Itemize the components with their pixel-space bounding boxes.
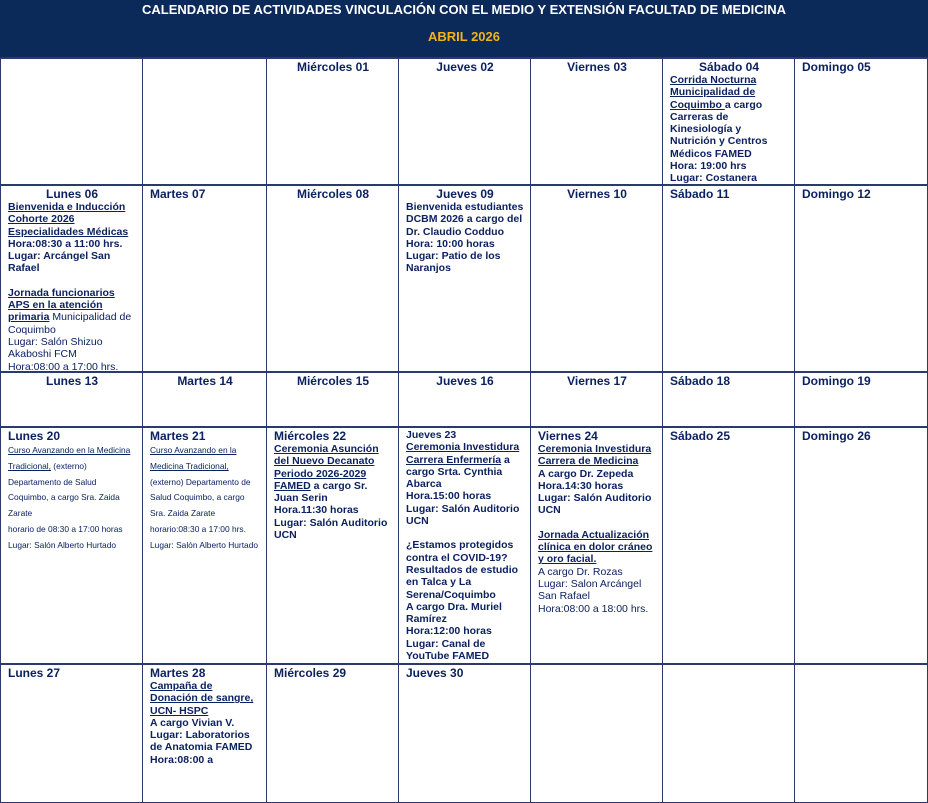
calendar-title: CALENDARIO DE ACTIVIDADES VINCULACIÓN CON EL MEDIO Y EXTENSIÓN FACULTAD DE MEDICINA	[141, 2, 787, 17]
day-cell	[142, 184, 266, 371]
empty-cell	[794, 663, 928, 803]
day-label: Viernes 03	[567, 60, 627, 74]
event-time: horario:08:30 a 17:00 hrs.	[150, 523, 246, 534]
event-cargo: A cargo Dra. Muriel Ramírez	[406, 600, 502, 626]
day-cell	[0, 184, 142, 371]
event-desc: a cargo Srta. Cynthia Abarca	[406, 453, 510, 491]
event-time: Hora:12:00 horas	[406, 625, 492, 638]
day-label: Martes 14	[177, 374, 233, 388]
event-time: Hora:08:00 a 18:00 hrs.	[538, 602, 649, 615]
day-cell	[142, 663, 266, 803]
event-place: Lugar: Salon Arcángel San Rafael	[538, 577, 642, 603]
day-label: Lunes 06	[45, 187, 99, 201]
day-cell	[0, 426, 142, 663]
day-label: Miércoles 22	[274, 429, 347, 443]
event-place: Lugar: Salón Auditorio UCN	[538, 492, 652, 517]
event-place: Lugar: Arcángel San Rafael	[8, 250, 111, 275]
day-label: Lunes 20	[8, 429, 61, 443]
day-cell	[530, 426, 662, 663]
empty-cell	[142, 57, 266, 184]
event-title[interactable]: Jornada funcionarios APS en la atención primaria	[8, 286, 115, 324]
calendar-header	[0, 0, 928, 57]
day-cell	[530, 57, 662, 184]
day-cell	[266, 663, 398, 803]
day-label: Miércoles 01	[296, 60, 370, 74]
calendar-grid	[0, 57, 928, 803]
empty-cell	[0, 57, 142, 184]
day-label: Sábado 11	[670, 187, 730, 201]
day-label: Viernes 17	[567, 374, 627, 388]
event-title[interactable]: Ceremonia Asunción del Nuevo Decanato Periodo 2026-2029 FAMED	[274, 443, 379, 492]
day-label: Sábado 18	[670, 374, 731, 388]
day-label: Martes 21	[150, 429, 206, 443]
day-label: Jueves 02	[436, 60, 494, 74]
day-cell	[266, 426, 398, 663]
event-time: Hora:08:00 a 17:00 hrs.	[8, 360, 119, 371]
day-label: Jueves 23	[406, 429, 457, 441]
event-place: Lugar: Salón Shizuo Akaboshi FCM	[8, 335, 103, 361]
event-title[interactable]: Curso Avanzando en la Medicina Tradicional,	[150, 445, 237, 471]
day-cell	[662, 184, 794, 371]
day-label: Sábado 04	[698, 60, 760, 74]
event-org: Municipalidad de Coquimbo	[8, 311, 132, 336]
event-title[interactable]: Corrida Nocturna Municipalidad de Coquimbo	[670, 74, 757, 111]
empty-cell	[530, 663, 662, 803]
event-desc: a cargo Carreras de Kinesiología y Nutrición y Centros Médicos FAMED	[670, 98, 768, 160]
day-cell	[0, 371, 142, 426]
event-title[interactable]: Ceremonia Investidura Carrera de Medicina	[538, 443, 652, 468]
event-place: Lugar: Salón Alberto Hurtado	[8, 539, 117, 550]
event-cargo: A cargo Vivian V.	[150, 716, 235, 729]
day-cell	[142, 426, 266, 663]
day-label: Domingo 26	[802, 429, 871, 443]
day-cell	[794, 426, 928, 663]
event-desc: a cargo Sr. Juan Serin	[274, 479, 368, 505]
day-cell	[142, 371, 266, 426]
day-label: Lunes 13	[45, 374, 99, 388]
day-cell	[530, 371, 662, 426]
event-place: Lugar: Salón Auditorio UCN	[274, 516, 388, 542]
day-cell	[266, 371, 398, 426]
day-label: Miércoles 08	[296, 187, 370, 201]
event-time: Hora: 10:00 horas	[406, 237, 495, 250]
event-place: Lugar: Laboratorios de Anatomia FAMED	[150, 729, 253, 754]
day-label: Viernes 10	[567, 187, 627, 201]
day-label: Viernes 24	[538, 429, 598, 443]
day-cell	[662, 426, 794, 663]
day-cell	[794, 57, 928, 184]
event-title[interactable]: Bienvenida e Inducción Cohorte 2026 Especialidades Médicas	[8, 201, 129, 238]
day-label: Domingo 05	[802, 60, 871, 74]
event-desc: Bienvenida estudiantes DCBM 2026 a cargo del Dr. Claudio Codduo	[406, 201, 524, 238]
day-label: Sábado 25	[670, 429, 731, 443]
day-cell	[0, 663, 142, 803]
day-label: Domingo 12	[802, 187, 871, 201]
empty-cell	[662, 663, 794, 803]
event-desc: ¿Estamos protegidos contra el COVID-19? Resultados de estudio en Talca y La Serena/Coquimbo	[406, 539, 519, 601]
day-cell	[266, 184, 398, 371]
day-cell	[398, 57, 530, 184]
day-label: Martes 07	[150, 187, 206, 201]
calendar-month: ABRIL 2026	[427, 29, 500, 44]
day-cell	[794, 184, 928, 371]
day-cell	[794, 371, 928, 426]
day-label: Jueves 16	[436, 374, 494, 388]
event-time: Hora.11:30 horas	[274, 504, 359, 517]
day-cell	[662, 57, 794, 184]
event-title[interactable]: Campaña de Donación de sangre, UCN- HSPC	[150, 680, 254, 717]
day-cell	[662, 371, 794, 426]
day-label: Martes 28	[150, 666, 206, 680]
day-cell	[398, 184, 530, 371]
event-time: Hora:08:30 a 11:00 hrs.	[8, 237, 123, 250]
event-place: Lugar: Patio de los Naranjos	[406, 250, 501, 275]
day-cell	[398, 426, 530, 663]
event-time: horario de 08:30 a 17:00 horas	[8, 523, 123, 534]
event-title[interactable]: Curso Avanzando en la Medicina Tradicional,	[8, 445, 131, 471]
event-time: Hora:08:00 a	[150, 753, 214, 766]
event-place: Lugar: Costanera	[670, 172, 757, 184]
event-place: Lugar: Salón Auditorio UCN	[406, 502, 520, 528]
day-cell	[398, 371, 530, 426]
event-place: Lugar: Canal de YouTube FAMED	[406, 637, 490, 663]
day-cell	[266, 57, 398, 184]
day-label: Domingo 19	[802, 374, 871, 388]
event-time: Hora: 19:00 hrs	[670, 160, 747, 173]
day-cell	[530, 184, 662, 371]
day-label: Jueves 30	[406, 666, 464, 680]
day-cell	[398, 663, 530, 803]
day-label: Miércoles 29	[274, 666, 347, 680]
event-place: Lugar: Salón Alberto Hurtado	[150, 539, 259, 550]
event-cargo: A cargo Dr. Rozas	[538, 565, 623, 578]
event-time: Hora.14:30 horas	[538, 479, 624, 492]
event-title[interactable]: Jornada Actualización clínica en dolor cráneo y oro facial.	[538, 528, 653, 566]
day-label: Miércoles 15	[296, 374, 370, 388]
day-label: Jueves 09	[436, 187, 494, 201]
event-cargo: A cargo Dr. Zepeda	[538, 467, 634, 480]
event-title[interactable]: Ceremonia Investidura Carrera Enfermería	[406, 441, 520, 466]
event-desc: (externo) Departamento de Salud Coquimbo, a cargo Sra. Zaida Zarate	[8, 460, 120, 519]
event-time: Hora.15:00 horas	[406, 490, 492, 503]
event-desc: (externo) Departamento de Salud Coquimbo, a cargo Sra. Zaida Zarate	[150, 476, 251, 519]
day-label: Lunes 27	[8, 666, 61, 680]
